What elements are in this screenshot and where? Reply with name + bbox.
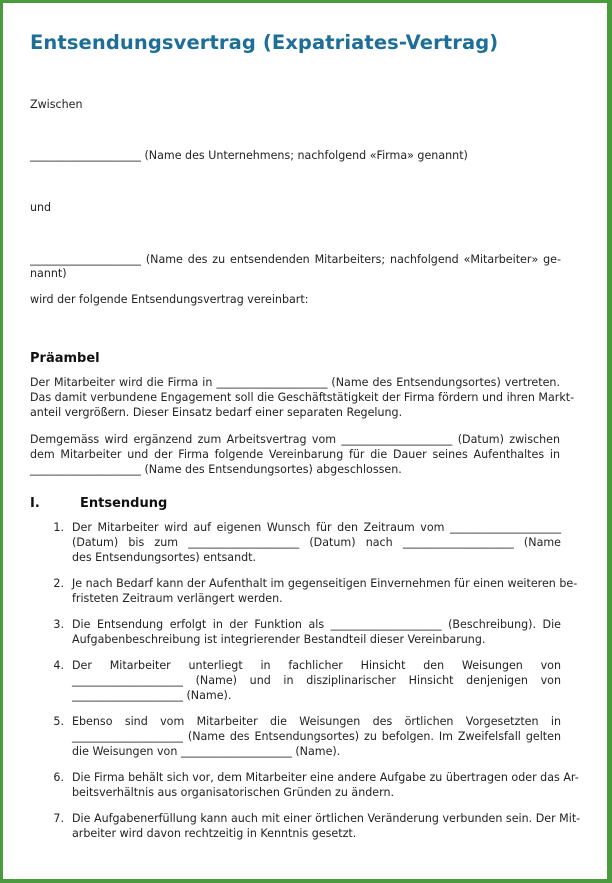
list-item-line: des Entsendungsortes) entsandt. — [72, 551, 257, 564]
list-item-line: Die Aufgabenerfüllung kann auch mit einer örtlichen Veränderung verbunden sein. Der Mit- — [72, 812, 581, 825]
und-label: und — [30, 201, 52, 214]
list-item-line: ____________________ (Name). — [72, 689, 232, 702]
list-item-line: arbeiter wird davon rechtzeitig in Kenntnis gesetzt. — [72, 827, 357, 840]
preamble-p1-line-2: Das damit verbundene Engagement soll die Geschäftstätigkeit der Firma fördern und ihren Markt- — [30, 391, 575, 404]
preamble-heading: Präambel — [30, 351, 100, 366]
party-employee-line-2: nannt) — [30, 267, 67, 280]
list-item-line: Der Mitarbeiter wird auf eigenen Wunsch für den Zeitraum vom ____________________ — [72, 521, 561, 534]
list-item-line: beitsverhältnis aus organisatorischen Gründen zu ändern. — [72, 786, 395, 799]
agreement-intro: wird der folgende Entsendungsvertrag vereinbart: — [30, 293, 309, 306]
list-item-line: ____________________ (Name) und in disziplinarischer Hinsicht denjenigen von — [72, 674, 561, 687]
list-item-line: Je nach Bedarf kann der Aufenthalt im gegenseitigen Einvernehmen für einen weiteren be- — [72, 577, 578, 590]
list-item-line: Aufgabenbeschreibung ist integrierender Bestandteil dieser Vereinbarung. — [72, 633, 486, 646]
document-title: Entsendungsvertrag (Expatriates-Vertrag) — [30, 31, 499, 54]
list-item-number: 3. — [53, 618, 64, 631]
list-item-number: 5. — [53, 715, 64, 728]
party-company-line: ____________________ (Name des Unternehmens; nachfolgend «Firma» genannt) — [30, 149, 468, 162]
list-item-line: Die Firma behält sich vor, dem Mitarbeiter eine andere Aufgabe zu übertragen oder das Ar- — [72, 771, 579, 784]
party-employee-line-1: ____________________ (Name des zu entsendenden Mitarbeiters; nachfolgend «Mitarbeiter» ge- — [30, 253, 561, 266]
list-item-number: 1. — [53, 521, 64, 534]
list-item-line: fristeten Zeitraum verlängert werden. — [72, 592, 283, 605]
list-item-number: 4. — [53, 659, 64, 672]
preamble-p1-line-3: anteil vergrößern. Dieser Einsatz bedarf einer separaten Regelung. — [30, 406, 403, 419]
list-item-line: Ebenso sind vom Mitarbeiter die Weisungen des örtlichen Vorgesetzten in — [72, 715, 561, 728]
preamble-p1-line-1: Der Mitarbeiter wird die Firma in ____________________ (Name des Entsendungsortes) vertreten. — [30, 376, 560, 389]
list-item-line: (Datum) bis zum ____________________ (Datum) nach ____________________ (Name — [72, 536, 561, 549]
list-item-line: die Weisungen von ____________________ (Name). — [72, 745, 341, 758]
list-item-line: Der Mitarbeiter unterliegt in fachlicher Hinsicht den Weisungen von — [72, 659, 561, 672]
section-title: Entsendung — [80, 496, 168, 511]
list-item-number: 2. — [53, 577, 64, 590]
preamble-p2-line-3: ____________________ (Name des Entsendungsortes) abgeschlossen. — [30, 463, 402, 476]
section-number: I. — [30, 496, 40, 511]
list-item-number: 6. — [53, 771, 64, 784]
zwischen-label: Zwischen — [30, 98, 83, 111]
list-item-line: ____________________ (Name des Entsendungsortes) zu befolgen. Im Zweifelsfall gelten — [72, 730, 561, 743]
list-item-line: Die Entsendung erfolgt in der Funktion als ____________________ (Beschreibung). Die — [72, 618, 561, 631]
preamble-p2-line-1: Demgemäss wird ergänzend zum Arbeitsvertrag vom ____________________ (Datum) zwischen — [30, 433, 560, 446]
preamble-p2-line-2: dem Mitarbeiter und der Firma folgende Vereinbarung für die Dauer seines Aufenthaltes in — [30, 448, 560, 461]
document-page — [3, 3, 607, 879]
list-item-number: 7. — [53, 812, 64, 825]
